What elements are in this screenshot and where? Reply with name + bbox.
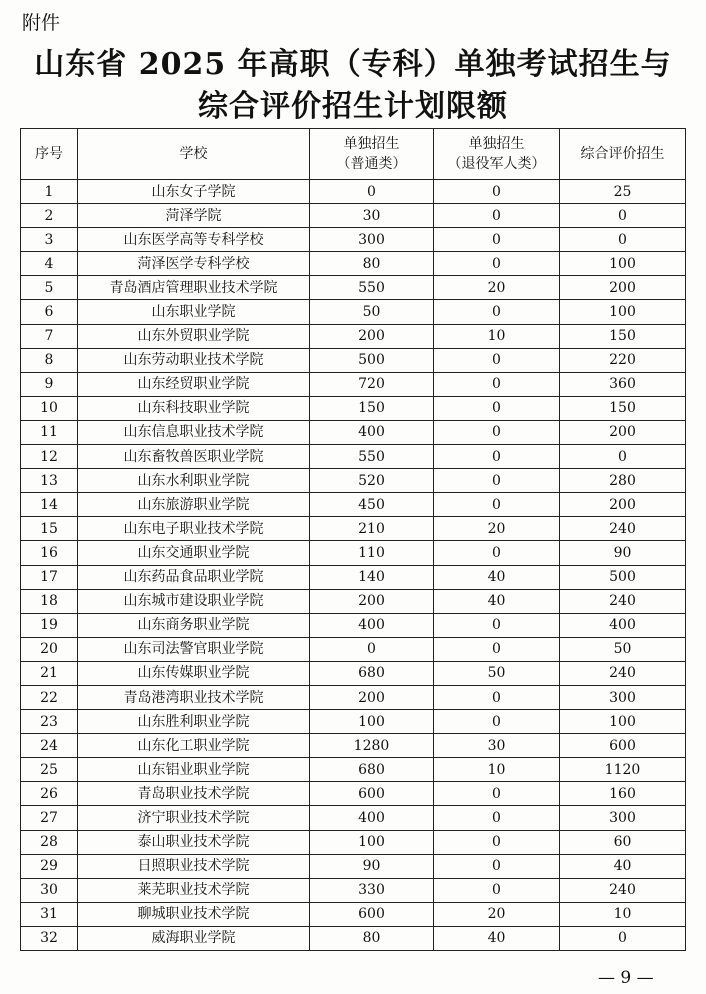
cell-comprehensive: 600 [560, 734, 686, 758]
cell-school: 山东信息职业技术学院 [78, 420, 310, 444]
cell-index: 12 [21, 445, 78, 469]
table-header-row [21, 129, 686, 180]
cell-school: 山东城市建设职业学院 [78, 589, 310, 613]
cell-comprehensive: 1120 [560, 758, 686, 782]
table-row [21, 565, 686, 589]
table-row [21, 710, 686, 734]
cell-comprehensive: 0 [560, 445, 686, 469]
column-header-veteran-line1: 单独招生 [468, 136, 525, 152]
cell-school: 济宁职业技术学院 [78, 806, 310, 830]
cell-comprehensive: 160 [560, 782, 686, 806]
table-body [21, 180, 686, 951]
cell-general: 200 [310, 685, 434, 709]
table-row [21, 854, 686, 878]
cell-index: 18 [21, 589, 78, 613]
cell-veteran: 0 [434, 180, 560, 204]
cell-general: 550 [310, 445, 434, 469]
cell-index: 29 [21, 854, 78, 878]
cell-general: 150 [310, 396, 434, 420]
cell-school: 山东电子职业技术学院 [78, 517, 310, 541]
cell-general: 600 [310, 782, 434, 806]
cell-comprehensive: 240 [560, 661, 686, 685]
cell-general: 330 [310, 878, 434, 902]
cell-general: 110 [310, 541, 434, 565]
cell-comprehensive: 60 [560, 830, 686, 854]
cell-general: 1280 [310, 734, 434, 758]
cell-comprehensive: 0 [560, 926, 686, 950]
cell-general: 400 [310, 806, 434, 830]
cell-school: 青岛职业技术学院 [78, 782, 310, 806]
table-row [21, 661, 686, 685]
cell-index: 31 [21, 902, 78, 926]
cell-veteran: 0 [434, 685, 560, 709]
table-row [21, 469, 686, 493]
cell-veteran: 20 [434, 902, 560, 926]
cell-index: 9 [21, 372, 78, 396]
cell-school: 山东商务职业学院 [78, 613, 310, 637]
cell-general: 210 [310, 517, 434, 541]
table-row [21, 613, 686, 637]
cell-general: 80 [310, 926, 434, 950]
cell-comprehensive: 240 [560, 589, 686, 613]
cell-comprehensive: 500 [560, 565, 686, 589]
cell-school: 威海职业学院 [78, 926, 310, 950]
cell-veteran: 0 [434, 541, 560, 565]
cell-general: 200 [310, 589, 434, 613]
table-row [21, 276, 686, 300]
cell-general: 100 [310, 710, 434, 734]
cell-comprehensive: 200 [560, 493, 686, 517]
cell-school: 山东胜利职业学院 [78, 710, 310, 734]
cell-index: 28 [21, 830, 78, 854]
cell-veteran: 40 [434, 565, 560, 589]
cell-school: 山东旅游职业学院 [78, 493, 310, 517]
cell-school: 莱芜职业技术学院 [78, 878, 310, 902]
cell-general: 0 [310, 637, 434, 661]
table-row [21, 372, 686, 396]
table-row [21, 348, 686, 372]
cell-veteran: 0 [434, 252, 560, 276]
cell-veteran: 0 [434, 782, 560, 806]
cell-comprehensive: 150 [560, 396, 686, 420]
cell-comprehensive: 150 [560, 324, 686, 348]
cell-school: 山东药品食品职业学院 [78, 565, 310, 589]
table-row [21, 541, 686, 565]
cell-general: 680 [310, 661, 434, 685]
cell-index: 5 [21, 276, 78, 300]
column-header-veteran-line2: （退役军人类） [447, 156, 546, 172]
cell-comprehensive: 25 [560, 180, 686, 204]
cell-index: 2 [21, 204, 78, 228]
column-header-school: 学校 [78, 129, 310, 180]
cell-school: 泰山职业技术学院 [78, 830, 310, 854]
cell-comprehensive: 40 [560, 854, 686, 878]
cell-veteran: 20 [434, 517, 560, 541]
cell-veteran: 0 [434, 300, 560, 324]
attachment-label: 附件 [22, 12, 61, 34]
cell-school: 山东传媒职业学院 [78, 661, 310, 685]
cell-comprehensive: 0 [560, 204, 686, 228]
cell-veteran: 0 [434, 806, 560, 830]
cell-school: 山东交通职业学院 [78, 541, 310, 565]
cell-school: 山东铝业职业学院 [78, 758, 310, 782]
cell-general: 500 [310, 348, 434, 372]
cell-school: 山东科技职业学院 [78, 396, 310, 420]
cell-general: 50 [310, 300, 434, 324]
cell-veteran: 0 [434, 396, 560, 420]
cell-index: 10 [21, 396, 78, 420]
cell-index: 8 [21, 348, 78, 372]
cell-general: 140 [310, 565, 434, 589]
cell-general: 400 [310, 420, 434, 444]
table-row [21, 445, 686, 469]
cell-school: 青岛酒店管理职业技术学院 [78, 276, 310, 300]
cell-comprehensive: 300 [560, 685, 686, 709]
cell-comprehensive: 240 [560, 517, 686, 541]
cell-veteran: 0 [434, 637, 560, 661]
table-row [21, 806, 686, 830]
table-row [21, 685, 686, 709]
page-number: — 9 — [598, 968, 654, 988]
column-header-general [310, 129, 434, 180]
column-header-veteran [434, 129, 560, 180]
table-row [21, 396, 686, 420]
cell-general: 100 [310, 830, 434, 854]
table-row [21, 228, 686, 252]
column-header-general-line1: 单独招生 [343, 136, 400, 152]
table-row [21, 300, 686, 324]
table-row [21, 517, 686, 541]
cell-school: 菏泽学院 [78, 204, 310, 228]
column-header-index: 序号 [21, 129, 78, 180]
cell-index: 26 [21, 782, 78, 806]
cell-index: 6 [21, 300, 78, 324]
cell-school: 菏泽医学专科学校 [78, 252, 310, 276]
cell-veteran: 0 [434, 372, 560, 396]
cell-comprehensive: 400 [560, 613, 686, 637]
cell-index: 1 [21, 180, 78, 204]
cell-veteran: 0 [434, 493, 560, 517]
cell-comprehensive: 200 [560, 420, 686, 444]
cell-veteran: 0 [434, 348, 560, 372]
cell-comprehensive: 220 [560, 348, 686, 372]
cell-comprehensive: 280 [560, 469, 686, 493]
table-row [21, 878, 686, 902]
cell-index: 21 [21, 661, 78, 685]
cell-comprehensive: 50 [560, 637, 686, 661]
cell-index: 16 [21, 541, 78, 565]
cell-general: 680 [310, 758, 434, 782]
cell-comprehensive: 200 [560, 276, 686, 300]
cell-index: 20 [21, 637, 78, 661]
cell-veteran: 0 [434, 420, 560, 444]
cell-general: 200 [310, 324, 434, 348]
cell-index: 11 [21, 420, 78, 444]
cell-school: 青岛港湾职业技术学院 [78, 685, 310, 709]
cell-general: 400 [310, 613, 434, 637]
table-row [21, 926, 686, 950]
cell-veteran: 10 [434, 758, 560, 782]
cell-school: 山东化工职业学院 [78, 734, 310, 758]
cell-school: 山东水利职业学院 [78, 469, 310, 493]
cell-veteran: 0 [434, 613, 560, 637]
cell-comprehensive: 300 [560, 806, 686, 830]
cell-veteran: 10 [434, 324, 560, 348]
cell-comprehensive: 100 [560, 252, 686, 276]
cell-index: 15 [21, 517, 78, 541]
cell-veteran: 20 [434, 276, 560, 300]
table-row [21, 420, 686, 444]
table-row [21, 734, 686, 758]
cell-index: 22 [21, 685, 78, 709]
page-title-line-2: 综合评价招生计划限额 [198, 89, 508, 124]
cell-comprehensive: 0 [560, 228, 686, 252]
cell-school: 山东外贸职业学院 [78, 324, 310, 348]
cell-general: 0 [310, 180, 434, 204]
cell-index: 14 [21, 493, 78, 517]
cell-general: 300 [310, 228, 434, 252]
cell-veteran: 0 [434, 878, 560, 902]
cell-veteran: 40 [434, 926, 560, 950]
cell-veteran: 0 [434, 204, 560, 228]
cell-veteran: 0 [434, 445, 560, 469]
table-row [21, 782, 686, 806]
cell-index: 30 [21, 878, 78, 902]
cell-veteran: 0 [434, 854, 560, 878]
table-row [21, 902, 686, 926]
cell-school: 山东女子学院 [78, 180, 310, 204]
cell-index: 19 [21, 613, 78, 637]
cell-school: 聊城职业技术学院 [78, 902, 310, 926]
table-row [21, 324, 686, 348]
cell-general: 520 [310, 469, 434, 493]
cell-index: 27 [21, 806, 78, 830]
cell-index: 3 [21, 228, 78, 252]
cell-veteran: 0 [434, 469, 560, 493]
cell-school: 山东司法警官职业学院 [78, 637, 310, 661]
cell-general: 90 [310, 854, 434, 878]
cell-comprehensive: 90 [560, 541, 686, 565]
table-row [21, 493, 686, 517]
cell-school: 山东医学高等专科学校 [78, 228, 310, 252]
cell-veteran: 40 [434, 589, 560, 613]
cell-index: 7 [21, 324, 78, 348]
table-row [21, 758, 686, 782]
cell-comprehensive: 100 [560, 710, 686, 734]
cell-school: 山东职业学院 [78, 300, 310, 324]
cell-comprehensive: 10 [560, 902, 686, 926]
cell-index: 17 [21, 565, 78, 589]
cell-general: 80 [310, 252, 434, 276]
cell-school: 山东经贸职业学院 [78, 372, 310, 396]
cell-general: 550 [310, 276, 434, 300]
cell-index: 13 [21, 469, 78, 493]
cell-general: 600 [310, 902, 434, 926]
enrollment-quota-table [20, 128, 686, 951]
table-row [21, 637, 686, 661]
page-title-line-1: 山东省 2025 年高职（专科）单独考试招生与 [34, 47, 672, 82]
cell-veteran: 0 [434, 228, 560, 252]
cell-index: 32 [21, 926, 78, 950]
cell-general: 30 [310, 204, 434, 228]
cell-comprehensive: 240 [560, 878, 686, 902]
table-row [21, 204, 686, 228]
cell-index: 23 [21, 710, 78, 734]
cell-veteran: 50 [434, 661, 560, 685]
cell-veteran: 0 [434, 710, 560, 734]
cell-school: 山东畜牧兽医职业学院 [78, 445, 310, 469]
column-header-general-line2: （普通类） [336, 156, 407, 172]
cell-school: 日照职业技术学院 [78, 854, 310, 878]
cell-veteran: 0 [434, 830, 560, 854]
table-row [21, 830, 686, 854]
cell-comprehensive: 360 [560, 372, 686, 396]
cell-veteran: 30 [434, 734, 560, 758]
table-row [21, 180, 686, 204]
cell-general: 720 [310, 372, 434, 396]
cell-index: 24 [21, 734, 78, 758]
cell-index: 4 [21, 252, 78, 276]
cell-index: 25 [21, 758, 78, 782]
cell-school: 山东劳动职业技术学院 [78, 348, 310, 372]
table-row [21, 589, 686, 613]
cell-general: 450 [310, 493, 434, 517]
column-header-comprehensive: 综合评价招生 [560, 129, 686, 180]
table-row [21, 252, 686, 276]
cell-comprehensive: 100 [560, 300, 686, 324]
